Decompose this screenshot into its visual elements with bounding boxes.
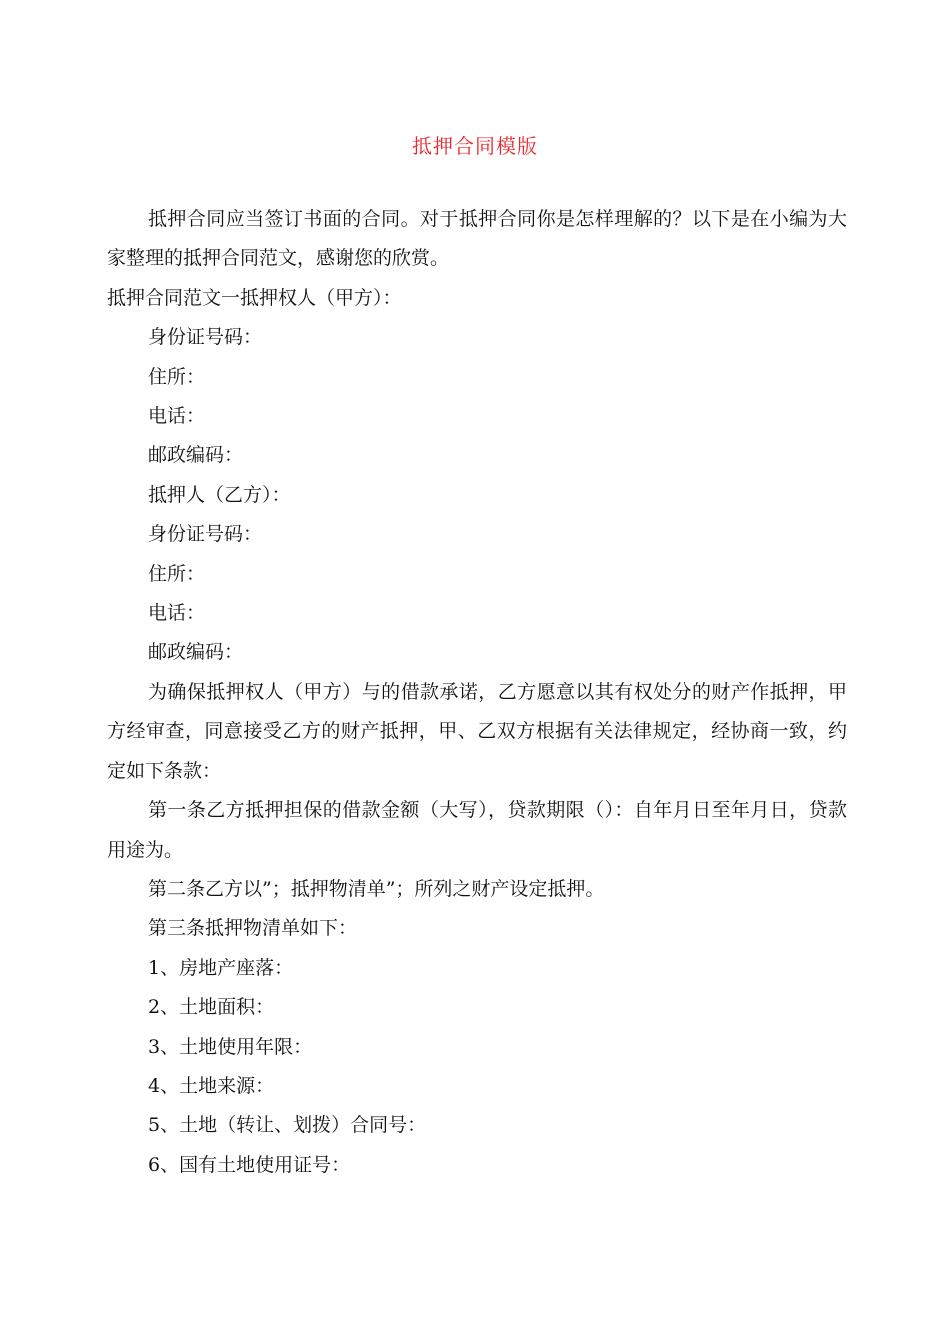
list-item-land-certificate-no: 6、国有土地使用证号： (148, 1153, 351, 1176)
paragraph-article-2: 第二条乙方以”；抵押物清单”；所列之财产设定抵押。 (148, 877, 605, 900)
paragraph-mortgagor-id: 身份证号码： (148, 523, 263, 546)
paragraph-mortgagor-phone: 电话： (148, 602, 206, 625)
list-item-property-location: 1、房地产座落： (148, 956, 294, 979)
paragraph-article-1: 第一条乙方抵押担保的借款金额（大写），贷款期限（）：自年月日至年月日，贷款用途为。 (107, 799, 847, 861)
document-body (107, 200, 847, 1185)
list-item-land-area: 2、土地面积： (148, 996, 275, 1019)
paragraph-mortgagor-address: 住所： (148, 562, 206, 585)
paragraph-mortgagee-header: 抵押合同范文一抵押权人（甲方）： (107, 286, 402, 309)
paragraph-mortgagee-id: 身份证号码： (148, 326, 263, 349)
paragraph-mortgagee-postcode: 邮政编码： (148, 444, 244, 467)
document-title: 抵押合同模版 (412, 134, 538, 158)
paragraph-intro: 抵押合同应当签订书面的合同。对于抵押合同你是怎样理解的？以下是在小编为大家整理的抵押合同范文，感谢您的欣赏。 (107, 208, 847, 270)
list-item-land-source: 4、土地来源： (148, 1074, 275, 1097)
paragraph-mortgagor-postcode: 邮政编码： (148, 641, 244, 664)
paragraph-mortgagee-phone: 电话： (148, 405, 206, 428)
paragraph-article-3: 第三条抵押物清单如下： (148, 917, 358, 940)
list-item-land-use-term: 3、土地使用年限： (148, 1035, 313, 1058)
list-item-land-contract-no: 5、土地（转让、划拨）合同号： (148, 1114, 427, 1137)
paragraph-mortgagee-address: 住所： (148, 365, 206, 388)
paragraph-preamble: 为确保抵押权人（甲方）与的借款承诺，乙方愿意以其有权处分的财产作抵押，甲方经审查，同意接受乙方的财产抵押，甲、乙双方根据有关法律规定，经协商一致，约定如下条款： (107, 680, 847, 782)
paragraph-mortgagor-header: 抵押人（乙方）： (148, 483, 291, 506)
